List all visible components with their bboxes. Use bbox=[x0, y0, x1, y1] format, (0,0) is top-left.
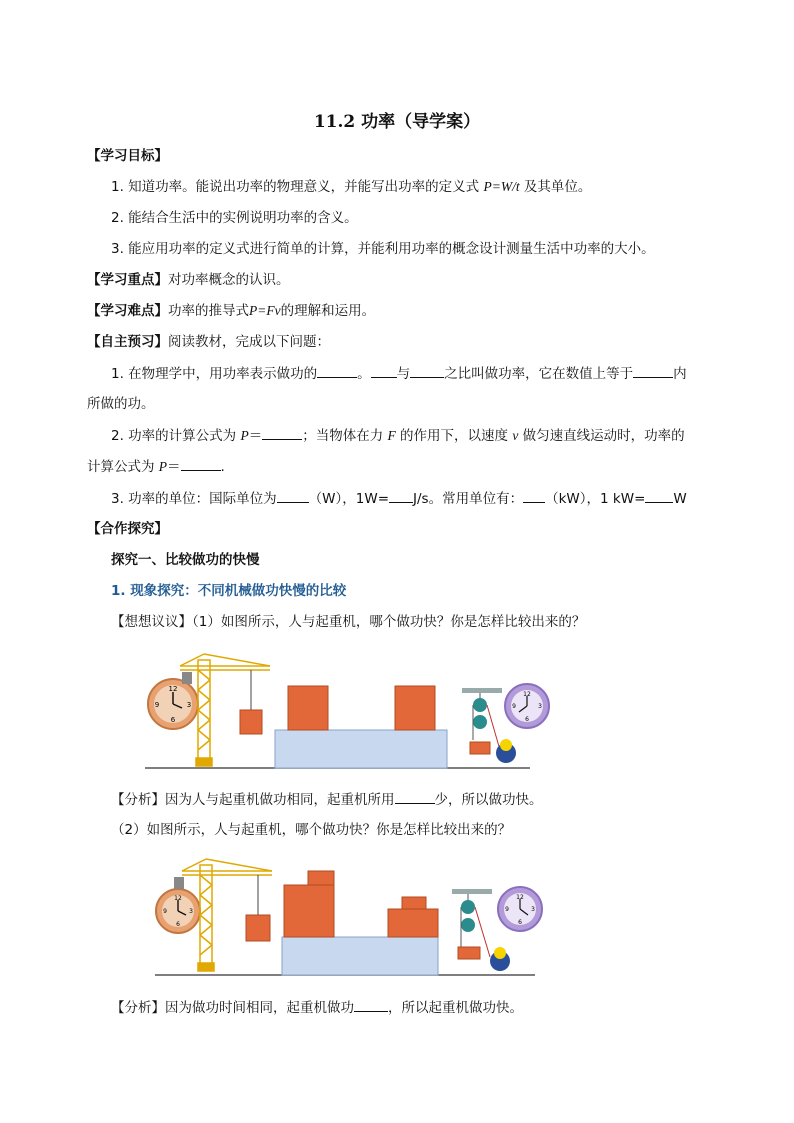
difficulty-text-b: 的理解和运用。 bbox=[280, 303, 376, 319]
goal-1 bbox=[111, 178, 591, 196]
section-goals-heading: 【学习目标】 bbox=[87, 148, 168, 164]
clock4-num-9: 9 bbox=[505, 906, 509, 913]
q2-text-c: 的作用下，以速度 bbox=[395, 428, 513, 444]
figure-1-crane-vs-person bbox=[140, 650, 560, 776]
q2-symbol-p-2: P bbox=[158, 459, 168, 474]
q3-text-b: （W），1W= bbox=[308, 491, 390, 507]
q2-text-g: . bbox=[220, 459, 225, 475]
q2-blank-2[interactable] bbox=[181, 457, 221, 471]
clock2-num-3: 3 bbox=[538, 703, 542, 710]
q1-text-a: 1. 在物理学中，用功率表示做功的 bbox=[111, 366, 318, 382]
question-2-line-1 bbox=[111, 426, 685, 445]
analysis-1 bbox=[111, 790, 543, 809]
goal-1-text: 1. 知道功率。能说出功率的物理意义，并能写出功率的定义式 bbox=[111, 179, 480, 195]
think-label: 【想想议议】 bbox=[111, 614, 192, 630]
preview-label: 【自主预习】 bbox=[87, 334, 168, 350]
question-1-line-2: 所做的功。 bbox=[87, 396, 155, 412]
q1-blank-1[interactable] bbox=[317, 364, 357, 378]
q2-symbol-p: P bbox=[240, 428, 249, 443]
goal-1-tail: 及其单位。 bbox=[523, 179, 592, 195]
clock2-num-6: 6 bbox=[525, 716, 529, 723]
q2-equals: ＝ bbox=[248, 428, 263, 444]
explore-1-heading: 探究一、比较做功的快慢 bbox=[111, 552, 260, 568]
analysis-2-text-b: ，所以起重机做功快。 bbox=[388, 1000, 523, 1016]
analysis-2-blank[interactable] bbox=[354, 998, 388, 1012]
q3-text-e: W bbox=[673, 491, 687, 507]
goal-2: 2. 能结合生活中的实例说明功率的含义。 bbox=[111, 210, 358, 226]
q3-blank-4[interactable] bbox=[645, 489, 673, 503]
q2-symbol-f: F bbox=[387, 428, 396, 443]
clock-num-3: 3 bbox=[186, 701, 192, 709]
analysis-1-text-b: 少，所以做功快。 bbox=[434, 792, 543, 808]
q3-text-c: J/s。常用单位有： bbox=[413, 491, 524, 507]
q1-text-d: 之比叫做功率，它在数值上等于 bbox=[444, 366, 634, 382]
clock3-num-12: 12 bbox=[174, 895, 182, 902]
phenomenon-heading: 1. 现象探究：不同机械做功快慢的比较 bbox=[111, 583, 347, 599]
difficulty-label: 【学习难点】 bbox=[87, 303, 168, 319]
q1-blank-2[interactable] bbox=[371, 364, 397, 378]
clock-num-12: 12 bbox=[168, 685, 178, 693]
think-question-1 bbox=[111, 613, 585, 631]
clock3-num-3: 3 bbox=[189, 908, 193, 915]
clock-icon-person-2 bbox=[498, 887, 542, 931]
clock4-num-6: 6 bbox=[518, 919, 522, 926]
worker-icon-2 bbox=[490, 947, 510, 971]
key-point-text: 对功率概念的认识。 bbox=[168, 272, 290, 288]
q2-blank-1[interactable] bbox=[262, 426, 302, 440]
q1-blank-4[interactable] bbox=[633, 364, 673, 378]
q1-text-b: 。 bbox=[357, 366, 371, 382]
analysis-1-text-a: 因为人与起重机做功相同，起重机所用 bbox=[165, 792, 395, 808]
think-question-2: （2）如图所示，人与起重机，哪个做功快？你是怎样比较出来的？ bbox=[111, 822, 512, 838]
worker-icon bbox=[496, 739, 516, 763]
clock-icon-crane-2 bbox=[156, 889, 200, 933]
q3-blank-2[interactable] bbox=[389, 489, 413, 503]
coop-heading: 【合作探究】 bbox=[87, 521, 168, 537]
difficulty-text-a: 功率的推导式 bbox=[168, 303, 249, 319]
question-2-line-2 bbox=[87, 457, 225, 476]
clock2-num-9: 9 bbox=[512, 703, 516, 710]
goal-1-formula: P=W/t bbox=[483, 179, 520, 194]
clock3-num-6: 6 bbox=[176, 921, 180, 928]
q2-text-e: 计算公式为 bbox=[87, 459, 159, 475]
clock-icon-crane bbox=[148, 679, 198, 729]
q2-equals-2: ＝ bbox=[167, 459, 181, 475]
analysis-2 bbox=[111, 998, 523, 1017]
clock4-num-3: 3 bbox=[531, 906, 535, 913]
figure-2-crane-vs-person bbox=[150, 853, 550, 983]
analysis-2-text-a: 因为做功时间相同，起重机做功 bbox=[165, 1000, 354, 1016]
q1-text-e: 内 bbox=[673, 366, 687, 382]
q2-text-d: 做匀速直线运动时，功率的 bbox=[518, 428, 685, 444]
q1-blank-3[interactable] bbox=[410, 364, 444, 378]
q3-text-a: 3. 功率的单位：国际单位为 bbox=[111, 491, 277, 507]
analysis-2-label: 【分析】 bbox=[111, 1000, 165, 1016]
clock-icon-person bbox=[505, 684, 549, 728]
clock4-num-12: 12 bbox=[516, 894, 524, 901]
q2-text-b: ；当物体在力 bbox=[302, 428, 388, 444]
goal-3: 3. 能应用功率的定义式进行简单的计算，并能利用功率的概念设计测量生活中功率的大小。 bbox=[111, 241, 655, 257]
analysis-1-label: 【分析】 bbox=[111, 792, 165, 808]
clock3-num-9: 9 bbox=[163, 908, 167, 915]
q2-symbol-v: v bbox=[512, 428, 519, 443]
difficulty bbox=[87, 302, 375, 320]
key-point-label: 【学习重点】 bbox=[87, 272, 168, 288]
pulley-icon bbox=[462, 688, 502, 754]
question-3 bbox=[111, 489, 687, 508]
clock2-num-12: 12 bbox=[523, 691, 531, 698]
think-text: （1）如图所示，人与起重机，哪个做功快？你是怎样比较出来的？ bbox=[192, 614, 586, 630]
page-title: 11.2 功率（导学案） bbox=[313, 112, 481, 132]
q3-text-d: （kW），1 kW= bbox=[545, 491, 646, 507]
clock-num-9: 9 bbox=[154, 701, 160, 709]
key-point bbox=[87, 271, 290, 289]
pulley-icon-2 bbox=[452, 889, 492, 959]
analysis-1-blank[interactable] bbox=[395, 790, 435, 804]
question-1-line-1 bbox=[111, 364, 687, 383]
q3-blank-3[interactable] bbox=[523, 489, 545, 503]
q1-text-c: 与 bbox=[396, 366, 411, 382]
preview-text: 阅读教材，完成以下问题： bbox=[168, 334, 330, 350]
difficulty-formula: P=Fv bbox=[249, 303, 281, 318]
q2-text-a: 2. 功率的计算公式为 bbox=[111, 428, 241, 444]
preview-heading bbox=[87, 333, 330, 351]
clock-num-6: 6 bbox=[170, 716, 176, 724]
q3-blank-1[interactable] bbox=[277, 489, 309, 503]
